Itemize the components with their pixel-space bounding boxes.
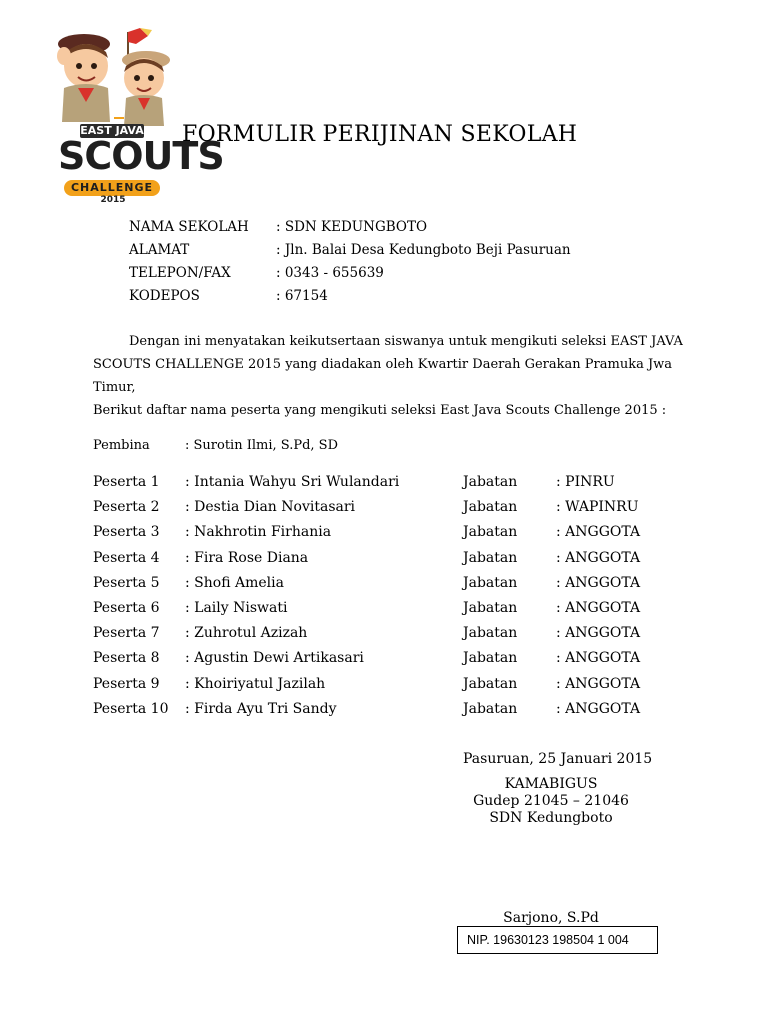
participant-role: : ANGGOTA xyxy=(556,701,641,717)
participant-role: : ANGGOTA xyxy=(556,575,641,591)
address-label: ALAMAT xyxy=(129,242,190,258)
participant-role: : ANGGOTA xyxy=(556,550,641,566)
participant-role-label: Jabatan xyxy=(463,575,518,591)
participant-label: Peserta 2 xyxy=(93,499,160,515)
participant-name: : Agustin Dewi Artikasari xyxy=(185,650,364,666)
school-name-label: NAMA SEKOLAH xyxy=(129,219,249,235)
place-date: Pasuruan, 25 Januari 2015 xyxy=(463,751,653,767)
statement-line-1: Dengan ini menyatakan keikutsertaan siswanya untuk mengikuti seleksi EAST JAVA xyxy=(129,334,683,349)
participant-role: : ANGGOTA xyxy=(556,600,641,616)
participant-label: Peserta 7 xyxy=(93,625,160,641)
participant-role-label: Jabatan xyxy=(463,524,518,540)
pembina-label: Pembina xyxy=(93,438,150,453)
participant-role-label: Jabatan xyxy=(463,550,518,566)
school-name-value: : SDN KEDUNGBOTO xyxy=(276,219,428,235)
participant-label: Peserta 5 xyxy=(93,575,160,591)
logo-ribbon-text: CHALLENGE xyxy=(64,180,160,196)
pembina-value: : Surotin Ilmi, S.Pd, SD xyxy=(185,438,338,453)
participant-label: Peserta 10 xyxy=(93,701,169,717)
nip-box xyxy=(457,926,658,954)
logo-year: 2015 xyxy=(100,195,126,205)
participant-name: : Intania Wahyu Sri Wulandari xyxy=(185,474,400,490)
participant-label: Peserta 4 xyxy=(93,550,160,566)
participant-name: : Shofi Amelia xyxy=(185,575,284,591)
participant-name: : Zuhrotul Azizah xyxy=(185,625,308,641)
signer-name: Sarjono, S.Pd xyxy=(503,910,599,926)
participant-role-label: Jabatan xyxy=(463,676,518,692)
participant-role: : ANGGOTA xyxy=(556,676,641,692)
document-title: FORMULIR PERIJINAN SEKOLAH xyxy=(182,122,578,147)
east-java-scouts-challenge-logo xyxy=(44,22,224,208)
signer-school: SDN Kedungboto xyxy=(489,810,613,826)
phone-value: : 0343 - 655639 xyxy=(276,265,384,281)
participant-role-label: Jabatan xyxy=(463,701,518,717)
participant-label: Peserta 6 xyxy=(93,600,160,616)
participant-name: : Nakhrotin Firhania xyxy=(185,524,332,540)
participant-role: : ANGGOTA xyxy=(556,625,641,641)
nip-text: NIP. 19630123 198504 1 004 xyxy=(467,933,629,947)
participant-label: Peserta 1 xyxy=(93,474,160,490)
signer-unit: Gudep 21045 – 21046 xyxy=(473,793,629,809)
postcode-label: KODEPOS xyxy=(129,288,200,304)
statement-line-3: Timur, xyxy=(93,380,136,395)
logo-main-text: SCOUTS xyxy=(58,134,224,178)
scouts-mascot-icon xyxy=(44,22,194,132)
participant-name: : Destia Dian Novitasari xyxy=(185,499,356,515)
participant-name: : Firda Ayu Tri Sandy xyxy=(185,701,337,717)
participant-role-label: Jabatan xyxy=(463,499,518,515)
signer-position: KAMABIGUS xyxy=(504,776,598,792)
participant-role-label: Jabatan xyxy=(463,625,518,641)
participant-name: : Laily Niswati xyxy=(185,600,288,616)
logo-top-text: EAST JAVA xyxy=(80,124,144,137)
participant-role: : ANGGOTA xyxy=(556,524,641,540)
participant-role: : WAPINRU xyxy=(556,499,639,515)
participant-role-label: Jabatan xyxy=(463,600,518,616)
statement-line-2: SCOUTS CHALLENGE 2015 yang diadakan oleh Kwartir Daerah Gerakan Pramuka Jwa xyxy=(93,357,673,372)
address-value: : Jln. Balai Desa Kedungboto Beji Pasuruan xyxy=(276,242,571,258)
participant-label: Peserta 8 xyxy=(93,650,160,666)
phone-label: TELEPON/FAX xyxy=(129,265,231,281)
participant-role: : PINRU xyxy=(556,474,615,490)
participant-role: : ANGGOTA xyxy=(556,650,641,666)
participant-label: Peserta 3 xyxy=(93,524,160,540)
participant-name: : Khoiriyatul Jazilah xyxy=(185,676,326,692)
participant-label: Peserta 9 xyxy=(93,676,160,692)
statement-line-4: Berikut daftar nama peserta yang mengikuti seleksi East Java Scouts Challenge 2015 : xyxy=(93,403,667,418)
postcode-value: : 67154 xyxy=(276,288,328,304)
participant-name: : Fira Rose Diana xyxy=(185,550,309,566)
participant-role-label: Jabatan xyxy=(463,650,518,666)
participant-role-label: Jabatan xyxy=(463,474,518,490)
